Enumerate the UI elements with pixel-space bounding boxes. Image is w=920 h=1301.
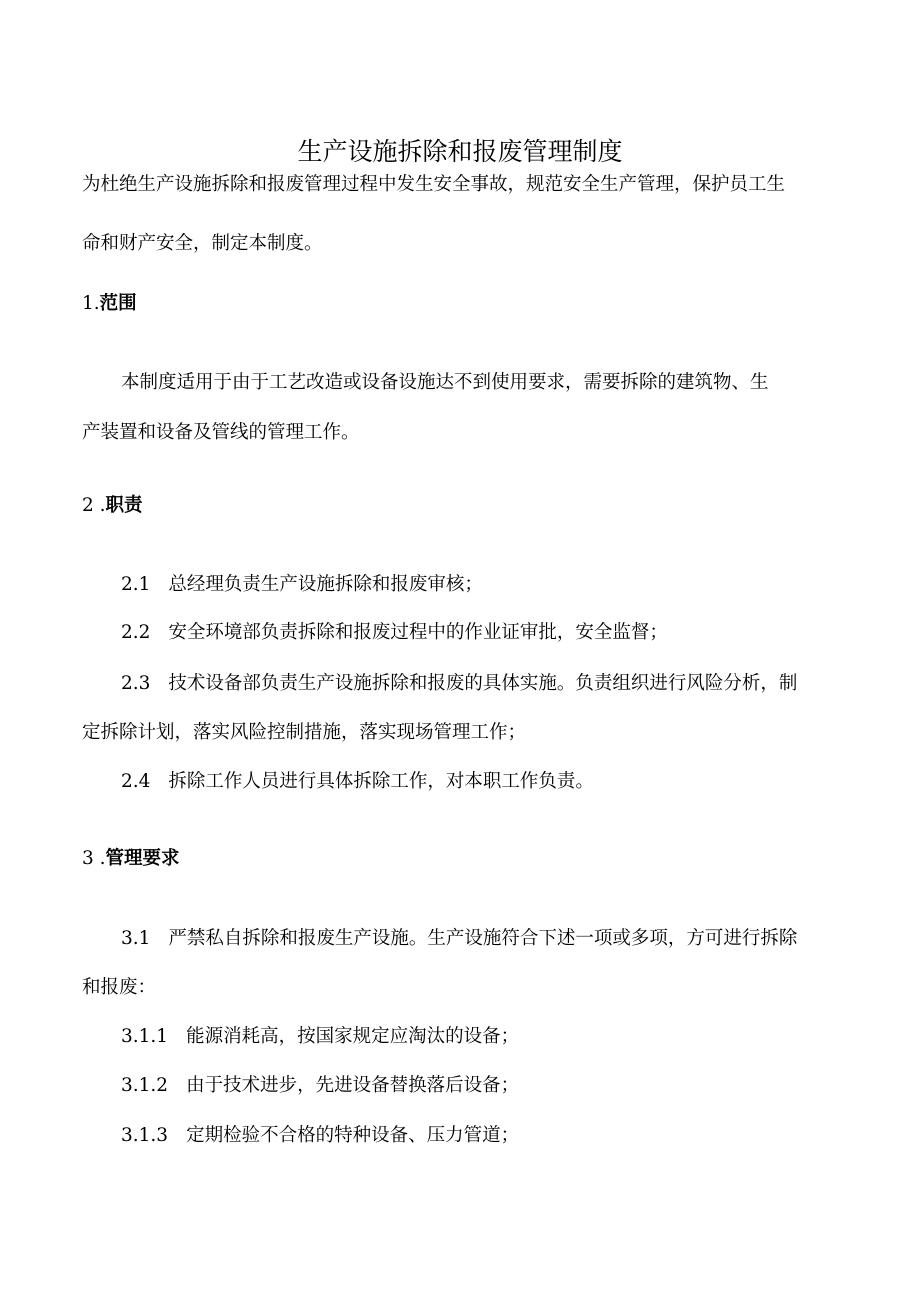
list-item <box>121 1074 519 1098</box>
item-text: 能源消耗高，按国家规定应淘汰的设备； <box>186 1026 520 1047</box>
intro-line-2: 命和财产安全，制定本制度。 <box>82 233 323 254</box>
list-item-continuation: 和报废： <box>82 977 157 998</box>
list-item <box>121 1124 519 1148</box>
item-text: 由于技术进步，先进设备替换落后设备； <box>186 1075 520 1096</box>
item-number: 2.3 <box>121 673 151 694</box>
section-2-title: 职责 <box>105 495 143 516</box>
section-1-paragraph-line-1: 本制度适用于由于工艺改造或设备设施达不到使用要求，需要拆除的建筑物、生 <box>121 372 769 393</box>
list-item <box>121 573 483 597</box>
item-number: 3.1.3 <box>121 1125 169 1146</box>
item-number: 3.1 <box>121 928 151 949</box>
item-number: 2.1 <box>121 574 151 595</box>
list-item-continuation: 定拆除计划，落实风险控制措施，落实现场管理工作； <box>82 722 527 743</box>
item-text: 技术设备部负责生产设施拆除和报废的具体实施。负责组织进行风险分析，制 <box>168 673 798 694</box>
section-3-title: 管理要求 <box>105 848 180 869</box>
document-title: 生产设施拆除和报废管理制度 <box>297 137 623 166</box>
intro-line-1: 为杜绝生产设施拆除和报废管理过程中发生安全事故，规范安全生产管理，保护员工生 <box>82 174 786 195</box>
section-2-number: 2 . <box>82 495 106 516</box>
item-number: 2.2 <box>121 622 151 643</box>
list-item <box>121 927 797 951</box>
list-item <box>121 1025 519 1049</box>
section-1-number: 1. <box>82 293 100 314</box>
item-number: 3.1.1 <box>121 1026 169 1047</box>
section-3-heading <box>82 847 180 871</box>
item-text: 总经理负责生产设施拆除和报废审核； <box>168 574 483 595</box>
item-number: 2.4 <box>121 771 151 792</box>
list-item <box>121 770 594 794</box>
item-text: 定期检验不合格的特种设备、压力管道； <box>186 1125 520 1146</box>
section-1-heading <box>82 292 137 316</box>
item-number: 3.1.2 <box>121 1075 169 1096</box>
section-1-paragraph-line-2: 产装置和设备及管线的管理工作。 <box>82 422 360 443</box>
item-text: 严禁私自拆除和报废生产设施。生产设施符合下述一项或多项，方可进行拆除 <box>168 928 798 949</box>
list-item <box>121 672 797 696</box>
item-text: 拆除工作人员进行具体拆除工作，对本职工作负责。 <box>168 771 594 792</box>
section-2-heading <box>82 494 143 518</box>
section-3-number: 3 . <box>82 848 106 869</box>
section-1-title: 范围 <box>99 293 137 314</box>
item-text: 安全环境部负责拆除和报废过程中的作业证审批，安全监督； <box>168 622 668 643</box>
list-item <box>121 621 668 645</box>
